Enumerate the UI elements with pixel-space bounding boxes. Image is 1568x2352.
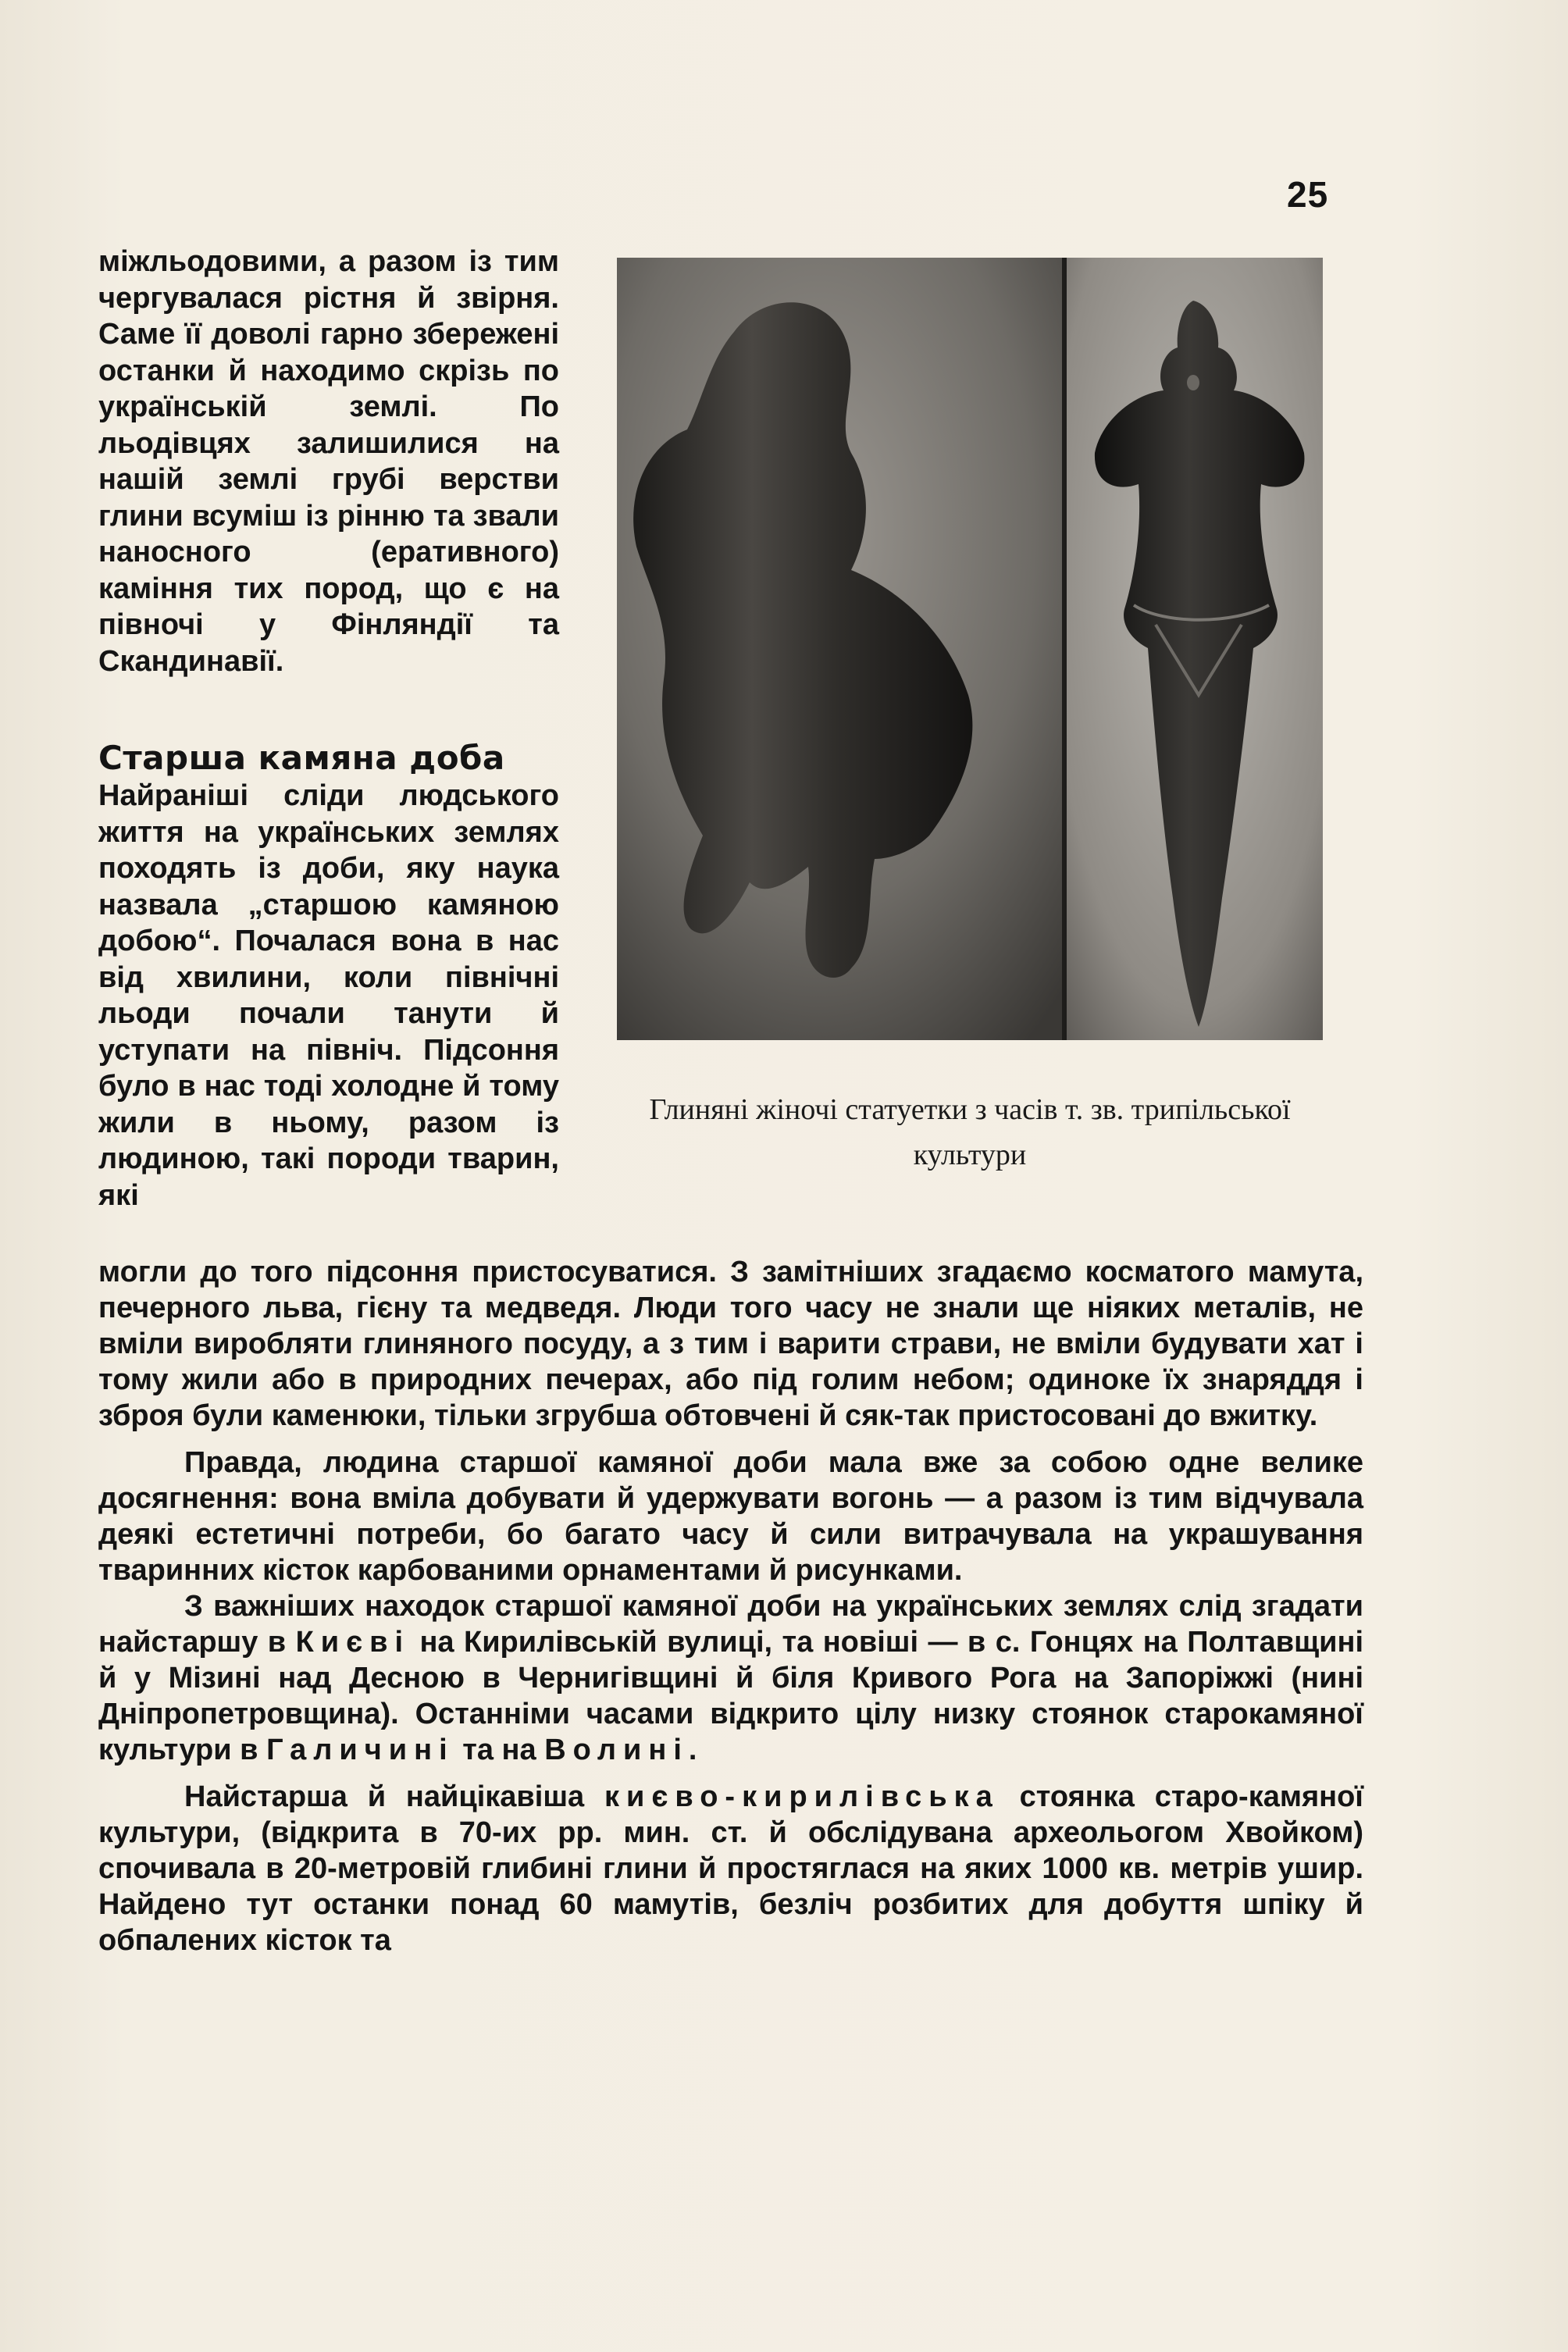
body-paragraph-4-text-b: стоянка старо-камяної культури, (відкрита в 70-их рр. мин. ст. й обслідувана археольогом Хвойком) спочивала в 20-метровій глибині глини й простяглася на яких 1000 кв. метрів ушир. Найдено тут останки понад 60 мамутів, безліч розбитих для добуття шпіку й обпалених кісток та: [98, 1780, 1363, 1957]
figure-caption: Глиняні жіночі статуетки з часів т. зв. трипільської культури: [649, 1093, 1291, 1171]
body-paragraph-4: [98, 1779, 1363, 1958]
place-volyn: Волині: [544, 1734, 689, 1766]
site-name: києво-кирилівська: [604, 1780, 1000, 1813]
body-paragraph-3: [98, 1588, 1363, 1768]
place-kyiv: Києві: [295, 1626, 411, 1659]
figurines-illustration: [617, 258, 1323, 1040]
body-paragraph-3-text-b: на Кирилівській вулиці, та новіші — в с. Гонцях на Полтавщині й у Мізині над Десною в Чернигівщині й біля Кривого Рога на Запоріжжі (нині Дніпропетровщина). Останніми часами відкрито цілу низку стоянок старокамяної культури в: [98, 1626, 1363, 1766]
body-paragraph-4-text-a: Найстарша й найцікавіша: [184, 1780, 604, 1813]
photo-divider: [1062, 258, 1067, 1040]
figurines-photo: [617, 258, 1323, 1040]
body-text: [98, 1254, 1363, 1958]
body-paragraph-3-text-a: З важніших находок старшої камяної доби на українських землях слід згадати найстаршу в: [98, 1590, 1363, 1659]
figurine-face-mark: [1187, 375, 1199, 390]
body-paragraph-2: Правда, людина старшої камяної доби мала вже за собою одне велике досягнення: вона вміла добувати й удержувати вогонь — а разом із тим відчувала деякі естетичні потреби, бо багато часу й сили витрачувала на украшування тваринних кісток карбованими орнаментами й рисунками.: [98, 1446, 1363, 1587]
intro-paragraph: міжльодовими, а разом із тим чергувалася рістня й звірня. Саме її доволі гарно збережені останки й находимо скрізь по українській землі. По льодівцях залишилися на нашій землі грубі верстви глини всуміш із рінню та звали наносного (еративного) каміння тих пород, що є на півночі у Фінляндії та Скандинавії.: [98, 245, 559, 678]
place-galychyna: Галичині: [266, 1734, 454, 1766]
left-column: [98, 244, 559, 1213]
body-paragraph-1: могли до того підсоння пристосуватися. З замітніших згадаємо косматого мамута, печерного льва, гієну та медведя. Люди того часу не знали ще ніяких металів, не вміли виробляти глиняного посуду, а з тим і варити страви, не вміли будувати хат і тому жили або в природних печерах, або під голим небом; одиноке їх знаряддя і зброя були каменюки, тільки згрубша обтовчені й сяк-так пристосовані до вжитку.: [98, 1256, 1363, 1432]
body-paragraph-3-text-c: та на: [454, 1734, 545, 1766]
section-paragraph: Найраніші сліди людського життя на українських землях походять із доби, яку наука назвала „старшою камяною добою“. Почалася вона в нас від хвилини, коли північні льоди почали танути й уступати на північ. Підсоння було в нас тоді холодне й тому жили в ньому, разом із людиною, такі породи тварин, які: [98, 779, 559, 1212]
page-number: 25: [1287, 174, 1329, 215]
body-paragraph-3-text-d: .: [688, 1734, 697, 1766]
section-heading: Старша камяна доба: [98, 739, 505, 777]
